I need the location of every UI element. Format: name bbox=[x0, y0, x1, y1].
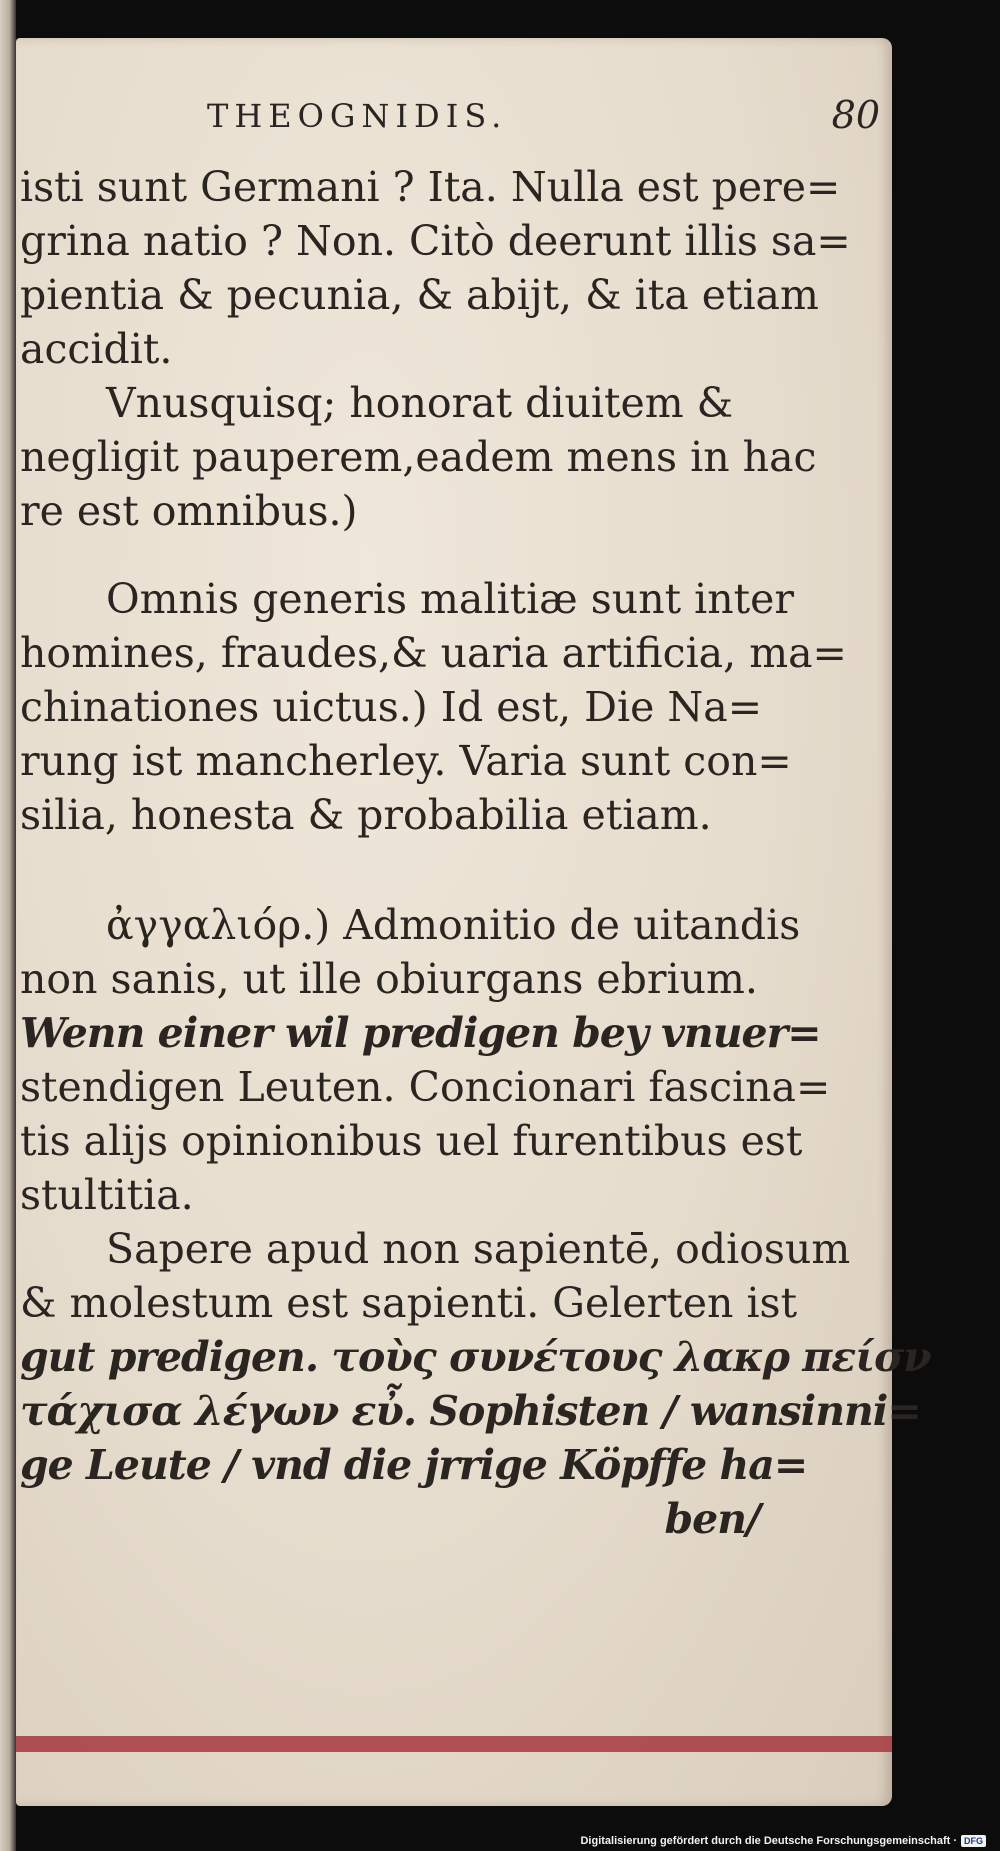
text-line: re est omnibus.) bbox=[20, 487, 358, 535]
text-line: stultitia. bbox=[20, 1171, 194, 1219]
text-line: Omnis generis malitiæ sunt inter bbox=[106, 575, 794, 623]
text-line: accidit. bbox=[20, 325, 173, 373]
text-line: chinationes uictus.) Id est, Die Na= bbox=[20, 683, 763, 731]
dfg-logo-icon: DFG bbox=[961, 1835, 986, 1847]
text-line: Wenn einer wil predigen bey vnuer= bbox=[20, 1009, 821, 1057]
folio-number: 80 bbox=[831, 93, 880, 137]
book-edge bbox=[0, 0, 16, 1851]
text-line: negligit pauperem,eadem mens in hac bbox=[20, 433, 817, 481]
catchword: ben/ bbox=[664, 1495, 760, 1543]
page-header bbox=[207, 93, 880, 137]
text-line: gut predigen. τοὺς συνέτους λακρ πείσν bbox=[20, 1333, 931, 1381]
text-line: ἀγγαλιόρ.) Admonitio de uitandis bbox=[106, 901, 801, 949]
section-gap bbox=[20, 842, 760, 898]
footer-credit: Digitalisierung gefördert durch die Deutsche Forschungsgemeinschaft · bbox=[580, 1835, 957, 1847]
text-line: Vnusquisq; honorat diuitem & bbox=[106, 379, 734, 427]
text-block bbox=[20, 160, 931, 1546]
text-line: Sapere apud non sapientē, odiosum bbox=[106, 1225, 851, 1273]
text-line: & molestum est sapienti. Gelerten ist bbox=[20, 1279, 798, 1327]
page-bottom-edge bbox=[16, 1736, 892, 1752]
text-line: grina natio ? Non. Citò deerunt illis sa= bbox=[20, 217, 851, 265]
text-line: τάχισα λέγων εὖ. Sophisten / wansinni= bbox=[20, 1387, 921, 1435]
digitization-footer bbox=[580, 1835, 986, 1847]
text-line: homines, fraudes,& uaria artificia, ma= bbox=[20, 629, 847, 677]
paragraph-gap bbox=[20, 538, 760, 572]
text-line: non sanis, ut ille obiurgans ebrium. bbox=[20, 955, 758, 1003]
text-line: silia, honesta & probabilia etiam. bbox=[20, 791, 712, 839]
text-line: stendigen Leuten. Concionari fascina= bbox=[20, 1063, 831, 1111]
running-title: THEOGNIDIS. bbox=[207, 97, 508, 135]
text-line: ge Leute / vnd die jrrige Köpffe ha= bbox=[20, 1441, 808, 1489]
text-line: pientia & pecunia, & abijt, & ita etiam bbox=[20, 271, 819, 319]
text-line: tis alijs opinionibus uel furentibus est bbox=[20, 1117, 803, 1165]
text-line: isti sunt Germani ? Ita. Nulla est pere= bbox=[20, 163, 841, 211]
text-line: rung ist mancherley. Varia sunt con= bbox=[20, 737, 792, 785]
